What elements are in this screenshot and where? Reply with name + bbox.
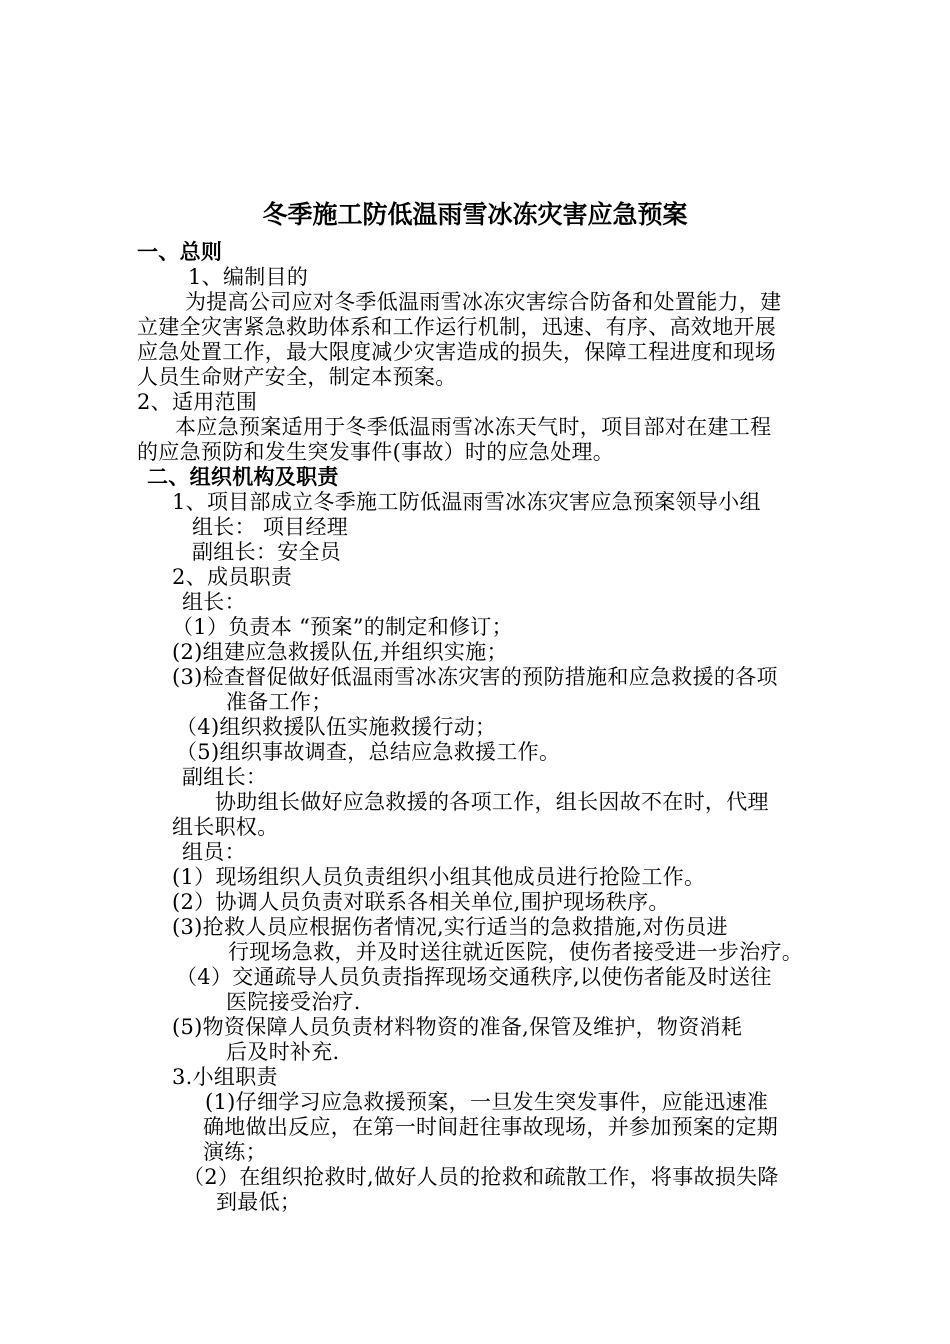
list-item: (1)仔细学习应急救援预案，一旦发生突发事件，应能迅速准 (205, 1090, 769, 1114)
list-item: (5)物资保障人员负责材料物资的准备,保管及维护，物资消耗 (172, 1015, 743, 1039)
list-item: (2)组建应急救援队伍,并组织实施； (172, 640, 508, 664)
paragraph-line: 人员生命财产安全，制定本预案。 (137, 365, 457, 389)
list-item: (3)抢救人员应根据伤者情况,实行适当的急救措施,对伤员进 (172, 915, 728, 939)
list-item-continuation: 后及时补充. (226, 1040, 340, 1064)
list-item: （4)组织救援队伍实施救援行动； (176, 715, 497, 739)
subheading-purpose: 1、编制目的 (188, 265, 309, 289)
list-item-continuation: 演练； (203, 1140, 267, 1164)
document-title: 冬季施工防低温雨雪冰冻灾害应急预案 (262, 200, 688, 229)
list-item: (2）协调人员负责对联系各相关单位,围护现场秩序。 (172, 890, 670, 914)
list-item: 1、项目部成立冬季施工防低温雨雪冰冻灾害应急预案领导小组 (172, 490, 761, 514)
list-item: (3)检查督促做好低温雨雪冰冻灾害的预防措施和应急救援的各项 (172, 665, 778, 689)
list-item-continuation: 行现场急救，并及时送往就近医院，使伤者接受进一步治疗。 (228, 940, 804, 964)
list-item-continuation: 准备工作； (226, 690, 333, 714)
paragraph-line: 应急处置工作，最大限度减少灾害造成的损失，保障工程进度和现场 (137, 340, 776, 364)
role-label: 副组长： (182, 765, 268, 789)
paragraph-line: 为提高公司应对冬季低温雨雪冰冻灾害综合防备和处置能力，建 (185, 290, 782, 314)
subheading-scope: 2、适用范围 (137, 390, 258, 414)
list-item-continuation: 到最低； (216, 1190, 302, 1214)
subheading-group-duties: 3.小组职责 (172, 1065, 278, 1089)
list-item: (1）现场组织人员负责组织小组其他成员进行抢险工作。 (172, 865, 706, 889)
paragraph-line: 立建全灾害紧急救助体系和工作运行机制，迅速、有序、高效地开展 (137, 315, 776, 339)
section-heading-general: 一、总则 (137, 240, 223, 264)
list-item: 副组长：安全员 (192, 540, 342, 564)
role-label: 组员： (182, 840, 246, 864)
paragraph-line: 本应急预案适用于冬季低温雨雪冰冻天气时，项目部对在建工程 (175, 415, 772, 439)
section-heading-organization: 二、组织机构及职责 (147, 465, 339, 489)
list-item: （4）交通疏导人员负责指挥现场交通秩序,以使伤者能及时送往 (176, 965, 772, 989)
list-item: （1）负责本 “预案”的制定和修订； (172, 615, 513, 639)
list-item: 组长： 项目经理 (192, 515, 349, 539)
paragraph-line: 的应急预防和发生突发事件(事故）时的应急处理。 (137, 440, 615, 464)
list-item: （2）在组织抢救时,做好人员的抢救和疏散工作，将事故损失降 (183, 1165, 779, 1189)
role-label: 组长： (182, 590, 246, 614)
list-item: （5)组织事故调查，总结应急救援工作。 (176, 740, 561, 764)
paragraph-line: 协助组长做好应急救援的各项工作，组长因故不在时，代理 (215, 790, 769, 814)
subheading-duties: 2、成员职责 (172, 565, 293, 589)
list-item-continuation: 医院接受治疗. (226, 990, 361, 1014)
paragraph-line: 组长职权。 (172, 815, 279, 839)
list-item-continuation: 确地做出反应，在第一时间赶往事故现场，并参加预案的定期 (203, 1115, 779, 1139)
